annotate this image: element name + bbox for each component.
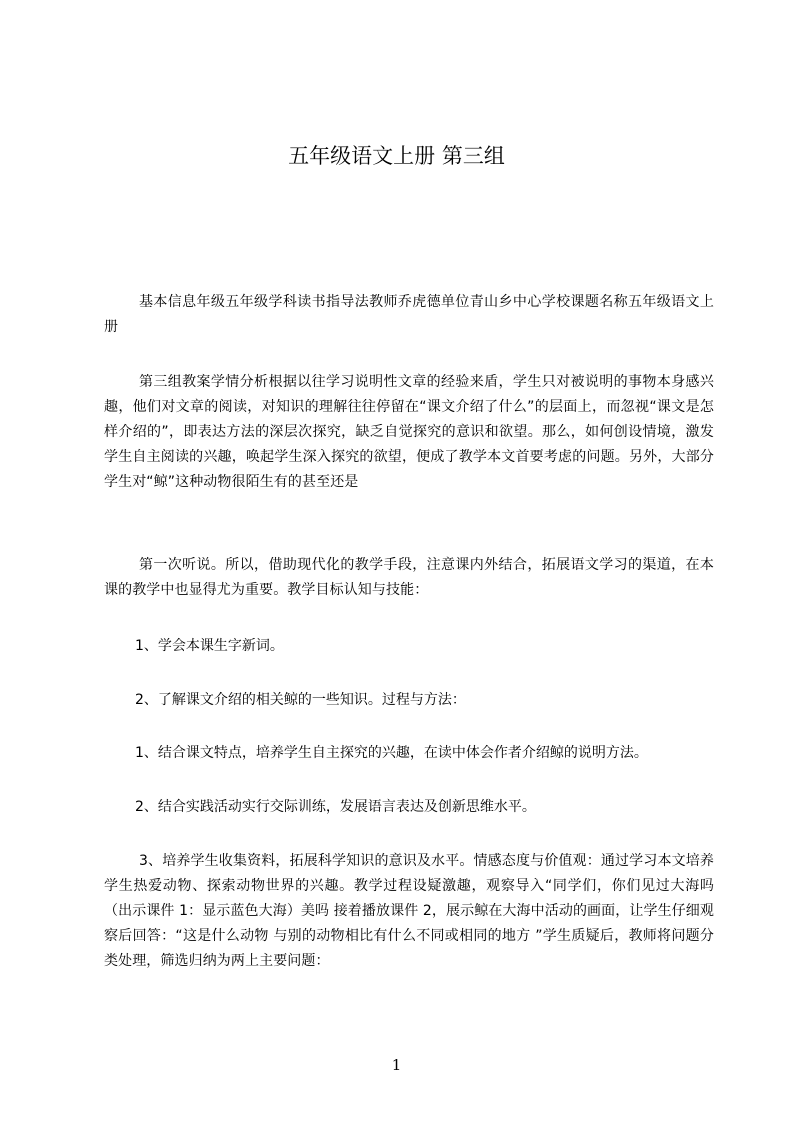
document-title: 五年级语文上册 第三组: [288, 144, 505, 168]
paragraph-basic-info: 基本信息年级五年级学科读书指导法教师乔虎德单位青山乡中心学校课题名称五年级语文上册: [104, 294, 714, 335]
paragraph-teaching-goals: 第一次听说。所以，借助现代化的教学手段，注意课内外结合，拓展语文学习的渠道，在本课的教学中也显得尤为重要。教学目标认知与技能：: [104, 557, 714, 598]
list-item-practice-activity: 2、结合实践活动实行交际训练，发展语言表达及创新思维水平。: [135, 799, 536, 815]
list-item-new-words: 1、学会本课生字新词。: [135, 638, 284, 654]
list-item-explore-interest: 1、结合课文特点，培养学生自主探究的兴趣，在读中体会作者介绍鲸的说明方法。: [135, 745, 648, 761]
list-item-whale-knowledge: 2、了解课文介绍的相关鲸的一些知识。过程与方法：: [135, 692, 466, 708]
paragraph-learning-analysis: 第三组教案学情分析根据以往学习说明性文章的经验来盾，学生只对被说明的事物本身感兴趣，他们对文章的阅读，对知识的理解往往停留在“课文介绍了什么”的层面上，而忽视“课文是怎样介绍的”，即表达方法的深层次探究，缺乏自觉探究的意识和欲望。那么，如何创设情境，激发学生自主阅读的兴趣，唤起学生深入探究的欲望，便成了教学本文首要考虑的问题。另外，大部分学生对“鲸”这种动物很陌生有的甚至还是: [104, 374, 714, 490]
paragraph-collect-materials: 3、培养学生收集资料，拓展科学知识的意识及水平。情感态度与价值观：通过学习本文培养学生热爱动物、探索动物世界的兴趣。教学过程设疑激趣，观察导入“同学们，你们见过大海吗 （出示课件 1：显示蓝色大海）美吗 接着播放课件 2，展示鲸在大海中活动的画面，让学生仔细观察后回答：“这是什么动物 与别的动物相比有什么不同或相同的地方 ”学生质疑后，教师将问题分类处理，筛选归纳为两上主要问题：: [104, 853, 714, 969]
page-number: 1: [391, 1056, 402, 1074]
